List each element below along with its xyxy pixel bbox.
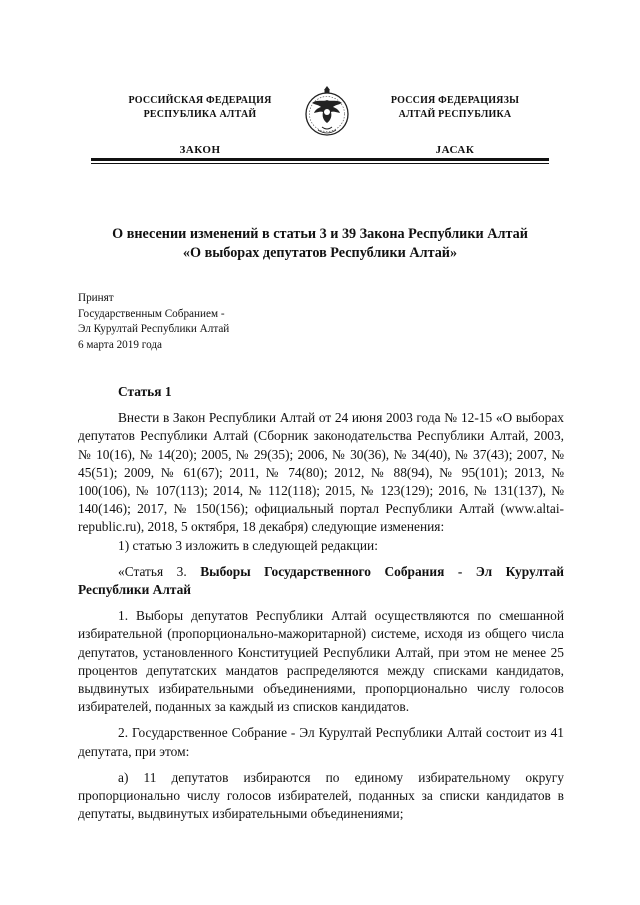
law-title-line2: «О выборах депутатов Республики Алтай»: [182, 245, 458, 261]
quoted-article-prefix: «Статья 3.: [118, 563, 187, 579]
header-left-block: [100, 94, 300, 157]
header-left-doc-type: ЗАКОН: [179, 144, 221, 156]
header-divider-thin: [91, 163, 549, 164]
document-body: [78, 383, 564, 831]
header-right-doc-type: JАСАК: [435, 144, 475, 156]
amendment-item-1: 1) статью 3 изложить в следующей редакции:: [118, 537, 378, 553]
paragraph-2a: а) 11 депутатов избираются по единому избирательному округу пропорционально числу голосов избирателей, поданных за списки кандидатов в депутаты, выдвинутых избирательными объединениями;: [78, 769, 564, 822]
header-left-republic: РЕСПУБЛИКА АЛТАЙ: [143, 109, 257, 120]
law-title: [78, 225, 562, 263]
adoption-date: 6 марта 2019 года: [78, 338, 163, 351]
article-heading: Статья 1: [118, 384, 172, 399]
quoted-article-heading: [78, 563, 564, 599]
article-intro: Внести в Закон Республики Алтай от 24 июня 2003 года № 12-15 «О выборах депутатов Республики Алтай (Сборник законодательства Республики Алтай, 2003, № 10(16), № 14(20); 2005, № 29(35); 2006, № 30(36), № 34(40), № 37(43); 2007, № 45(51); 2009, № 61(67); 2011, № 74(80); 2012, № 88(94), № 95(101); 2013, № 100(106), № 107(113); 2014, № 112(118); 2015, № 123(129); 2016, № 131(137), № 140(146); 2017, № 150(156); официальный портал Республики Алтай (www.altai-republic.ru), 2018, 5 октября, 18 декабря) следующие изменения:: [78, 410, 564, 535]
header-right-block: [355, 94, 555, 157]
adoption-line2: Государственным Собранием -: [78, 307, 225, 320]
quoted-article-title: Выборы Государственного Собрания - Эл Курултай Республики Алтай: [78, 563, 565, 598]
law-title-line1: О внесении изменений в статьи 3 и 39 Закона Республики Алтай: [112, 226, 528, 242]
adoption-info: [78, 291, 378, 353]
adoption-line1: Принят: [78, 292, 114, 304]
header-divider-thick: [91, 158, 549, 161]
paragraph-2: 2. Государственное Собрание - Эл Курултай Республики Алтай состоит из 41 депутата, при этом:: [78, 725, 564, 759]
coat-of-arms-icon: [302, 82, 352, 142]
adoption-line3: Эл Курултай Республики Алтай: [78, 323, 230, 335]
paragraph-1: 1. Выборы депутатов Республики Алтай осуществляются по смешанной избирательной (пропорционально-мажоритарной) системе, исходя из общего числа депутатов, установленного Конституцией Республики Алтай, при этом не менее 25 процентов депутатских мандатов распределяются между списками кандидатов, выдвинутых избирательными объединениями, пропорционально числу голосов избирателей, поданных за каждый из списков кандидатов.: [78, 608, 564, 715]
header-right-country: РОССИЯ ФЕДЕРАЦИЯЗЫ: [390, 95, 520, 106]
header-left-country: РОССИЙСКАЯ ФЕДЕРАЦИЯ: [128, 95, 272, 106]
header-right-republic: АЛТАЙ РЕСПУБЛИКА: [398, 109, 512, 120]
